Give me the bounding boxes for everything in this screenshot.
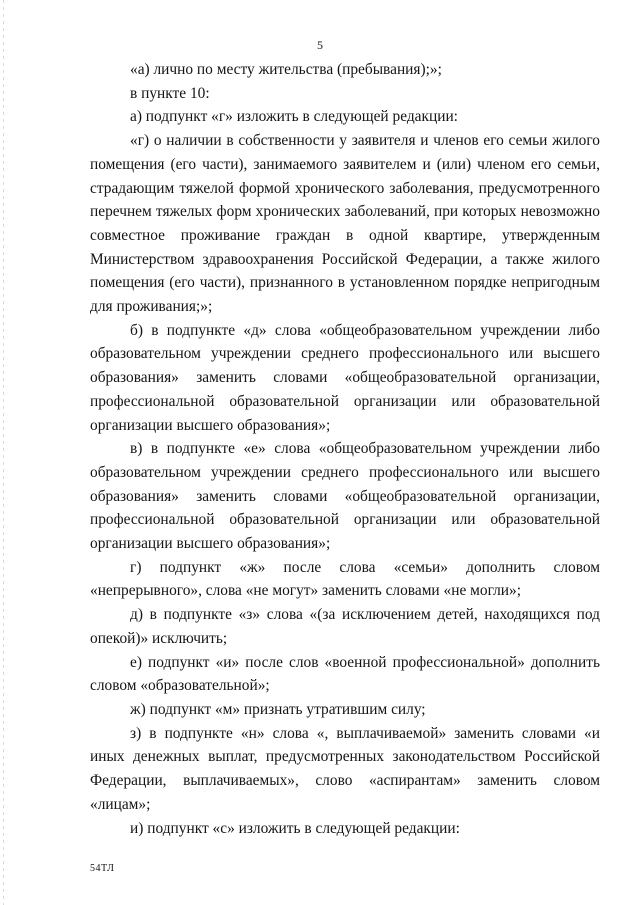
paragraph: з) в подпункте «н» слова «, выплачиваемой» заменить словами «и иных денежных выплат, предусмотренных законодательством Российской Федерации, выплачиваемых», слово «аспирантам» заменить словом «лицам»;: [90, 724, 600, 813]
paragraph: «г) о наличии в собственности у заявителя и членов его семьи жилого помещения (его части), занимаемого заявителем и (или) членом его семьи, страдающим тяжелой формой хронического заболевания, предусмотренного перечнем тяжелых форм хронических заболеваний, при которых невозможно совместное проживание граждан в одной квартире, утвержденным Министерством здравоохранения Российской Федерации, а также жилого помещения (его части), признанного в установленном порядке непригодным для проживания;»;: [90, 132, 600, 316]
page-number: 5: [317, 38, 323, 52]
paragraph: и) подпункт «с» изложить в следующей редакции:: [130, 819, 460, 837]
paragraph: в) в подпункте «е» слова «общеобразовательном учреждении либо образовательном учреждении среднего профессионального или высшего образования» заменить словами «общеобразовательной организации, профессиональной образовательной организации или образовательной организации высшего образования»;: [90, 440, 600, 553]
paragraph: а) подпункт «г» изложить в следующей редакции:: [130, 108, 458, 126]
paragraph: в пункте 10:: [130, 84, 210, 102]
footer-document-code: 54ТЛ: [90, 863, 115, 874]
document-body: [90, 58, 600, 840]
paragraph: г) подпункт «ж» после слова «семьи» дополнить словом «непрерывного», слова «не могут» заменить словами «не могли»;: [90, 558, 600, 600]
paragraph: д) в подпункте «з» слова «(за исключением детей, находящихся под опекой)» исключить;: [90, 606, 600, 647]
paragraph: б) в подпункте «д» слова «общеобразовательном учреждении либо образовательном учреждении среднего профессионального или высшего образования» заменить словами «общеобразовательной организации, профессиональной образовательной организации или образовательной организации высшего образования»;: [90, 321, 600, 434]
paragraph: ж) подпункт «м» признать утратившим силу;: [130, 700, 426, 718]
paragraph: «а) лично по месту жительства (пребывания);»;: [130, 61, 442, 78]
scan-edge: [3, 0, 4, 905]
paragraph: е) подпункт «и» после слов «военной профессиональной» дополнить словом «образовательной»;: [90, 653, 600, 695]
